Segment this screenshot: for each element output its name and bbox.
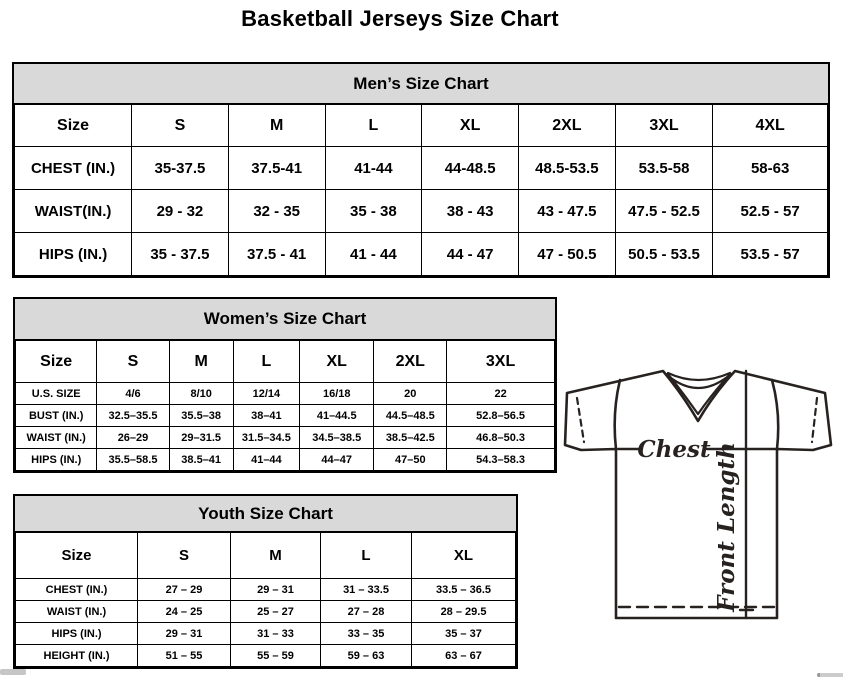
- column-header: L: [321, 533, 412, 579]
- size-cell: 29 – 31: [138, 623, 231, 645]
- size-cell: 41–44.5: [300, 405, 374, 427]
- size-cell: 32.5–35.5: [97, 405, 169, 427]
- size-cell: 4/6: [97, 383, 169, 405]
- column-header: M: [169, 341, 233, 383]
- header-row: [16, 533, 516, 579]
- size-cell: 55 – 59: [231, 645, 321, 667]
- mens-chart-title: Men’s Size Chart: [14, 64, 828, 104]
- size-cell: 41-44: [325, 147, 422, 190]
- column-header: XL: [422, 105, 519, 147]
- womens-chart-title: Women’s Size Chart: [15, 299, 555, 340]
- table-row: [15, 233, 828, 276]
- column-header: 3XL: [615, 105, 713, 147]
- size-cell: 35-37.5: [132, 147, 229, 190]
- column-header: S: [97, 341, 169, 383]
- header-row: [15, 105, 828, 147]
- size-cell: 16/18: [300, 383, 374, 405]
- column-header: L: [325, 105, 422, 147]
- size-cell: 47–50: [374, 449, 447, 471]
- size-cell: 35 – 37: [412, 623, 516, 645]
- size-cell: 54.3–58.3: [447, 449, 555, 471]
- size-cell: 52.5 - 57: [713, 190, 828, 233]
- size-cell: 38.5–42.5: [374, 427, 447, 449]
- size-cell: 37.5 - 41: [228, 233, 325, 276]
- row-label: CHEST (IN.): [16, 579, 138, 601]
- size-cell: 53.5 - 57: [713, 233, 828, 276]
- size-cell: 32 - 35: [228, 190, 325, 233]
- size-cell: 44–47: [300, 449, 374, 471]
- column-header: 4XL: [713, 105, 828, 147]
- table-row: [16, 645, 516, 667]
- table-row: [16, 383, 555, 405]
- column-header: L: [233, 341, 299, 383]
- size-cell: 44.5–48.5: [374, 405, 447, 427]
- table-row: [16, 449, 555, 471]
- size-cell: 38 - 43: [422, 190, 519, 233]
- size-cell: 29 - 32: [132, 190, 229, 233]
- size-cell: 35 - 37.5: [132, 233, 229, 276]
- size-cell: 27 – 28: [321, 601, 412, 623]
- row-label: HIPS (IN.): [15, 233, 132, 276]
- row-label: HIPS (IN.): [16, 623, 138, 645]
- size-cell: 47.5 - 52.5: [615, 190, 713, 233]
- size-cell: 27 – 29: [138, 579, 231, 601]
- size-cell: 29 – 31: [231, 579, 321, 601]
- size-cell: 34.5–38.5: [300, 427, 374, 449]
- mens-size-chart: [12, 62, 830, 278]
- header-row: [16, 341, 555, 383]
- size-cell: 35 - 38: [325, 190, 422, 233]
- womens-size-table: [15, 340, 555, 471]
- front-length-label: Front Length: [713, 442, 740, 612]
- jersey-outline: [565, 371, 831, 618]
- column-header: Size: [16, 533, 138, 579]
- jersey-measurement-diagram: [556, 361, 840, 627]
- column-header: 2XL: [374, 341, 447, 383]
- chest-label: Chest: [637, 436, 711, 463]
- table-row: [15, 190, 828, 233]
- collar-back-line: [668, 373, 730, 380]
- column-header: XL: [300, 341, 374, 383]
- size-cell: 63 – 67: [412, 645, 516, 667]
- size-cell: 28 – 29.5: [412, 601, 516, 623]
- size-cell: 58-63: [713, 147, 828, 190]
- size-cell: 33 – 35: [321, 623, 412, 645]
- size-cell: 26–29: [97, 427, 169, 449]
- row-label: U.S. SIZE: [16, 383, 97, 405]
- size-cell: 53.5-58: [615, 147, 713, 190]
- size-cell: 29–31.5: [169, 427, 233, 449]
- size-cell: 47 - 50.5: [519, 233, 616, 276]
- size-cell: 43 - 47.5: [519, 190, 616, 233]
- youth-size-table: [15, 532, 516, 667]
- column-header: S: [132, 105, 229, 147]
- scrollbar-fragment-left[interactable]: [0, 669, 26, 675]
- size-cell: 37.5-41: [228, 147, 325, 190]
- size-cell: 12/14: [233, 383, 299, 405]
- youth-chart-title: Youth Size Chart: [15, 496, 516, 532]
- youth-size-chart: [13, 494, 518, 669]
- size-cell: 24 – 25: [138, 601, 231, 623]
- size-cell: 59 – 63: [321, 645, 412, 667]
- scrollbar-fragment-right[interactable]: [817, 673, 843, 677]
- size-cell: 51 – 55: [138, 645, 231, 667]
- row-label: WAIST(IN.): [15, 190, 132, 233]
- size-cell: 44 - 47: [422, 233, 519, 276]
- table-row: [16, 427, 555, 449]
- column-header: 2XL: [519, 105, 616, 147]
- table-row: [16, 601, 516, 623]
- table-row: [16, 623, 516, 645]
- table-row: [16, 579, 516, 601]
- size-cell: 38.5–41: [169, 449, 233, 471]
- womens-size-chart: [13, 297, 557, 473]
- row-label: HIPS (IN.): [16, 449, 97, 471]
- jersey-diagram-svg: [556, 361, 840, 627]
- column-header: Size: [16, 341, 97, 383]
- size-cell: 33.5 – 36.5: [412, 579, 516, 601]
- row-label: HEIGHT (IN.): [16, 645, 138, 667]
- row-label: CHEST (IN.): [15, 147, 132, 190]
- size-cell: 35.5–38: [169, 405, 233, 427]
- size-cell: 31.5–34.5: [233, 427, 299, 449]
- row-label: WAIST (IN.): [16, 601, 138, 623]
- size-cell: 44-48.5: [422, 147, 519, 190]
- size-cell: 41–44: [233, 449, 299, 471]
- size-cell: 20: [374, 383, 447, 405]
- size-cell: 22: [447, 383, 555, 405]
- column-header: S: [138, 533, 231, 579]
- table-row: [16, 405, 555, 427]
- size-cell: 35.5–58.5: [97, 449, 169, 471]
- row-label: BUST (IN.): [16, 405, 97, 427]
- column-header: XL: [412, 533, 516, 579]
- page-title: Basketball Jerseys Size Chart: [241, 6, 559, 31]
- size-cell: 41 - 44: [325, 233, 422, 276]
- size-cell: 25 – 27: [231, 601, 321, 623]
- size-cell: 48.5-53.5: [519, 147, 616, 190]
- column-header: 3XL: [447, 341, 555, 383]
- size-cell: 50.5 - 53.5: [615, 233, 713, 276]
- size-cell: 52.8–56.5: [447, 405, 555, 427]
- size-cell: 8/10: [169, 383, 233, 405]
- size-cell: 31 – 33.5: [321, 579, 412, 601]
- table-row: [15, 147, 828, 190]
- column-header: Size: [15, 105, 132, 147]
- mens-size-table: [14, 104, 828, 276]
- size-cell: 38–41: [233, 405, 299, 427]
- size-cell: 31 – 33: [231, 623, 321, 645]
- size-cell: 46.8–50.3: [447, 427, 555, 449]
- row-label: WAIST (IN.): [16, 427, 97, 449]
- column-header: M: [228, 105, 325, 147]
- column-header: M: [231, 533, 321, 579]
